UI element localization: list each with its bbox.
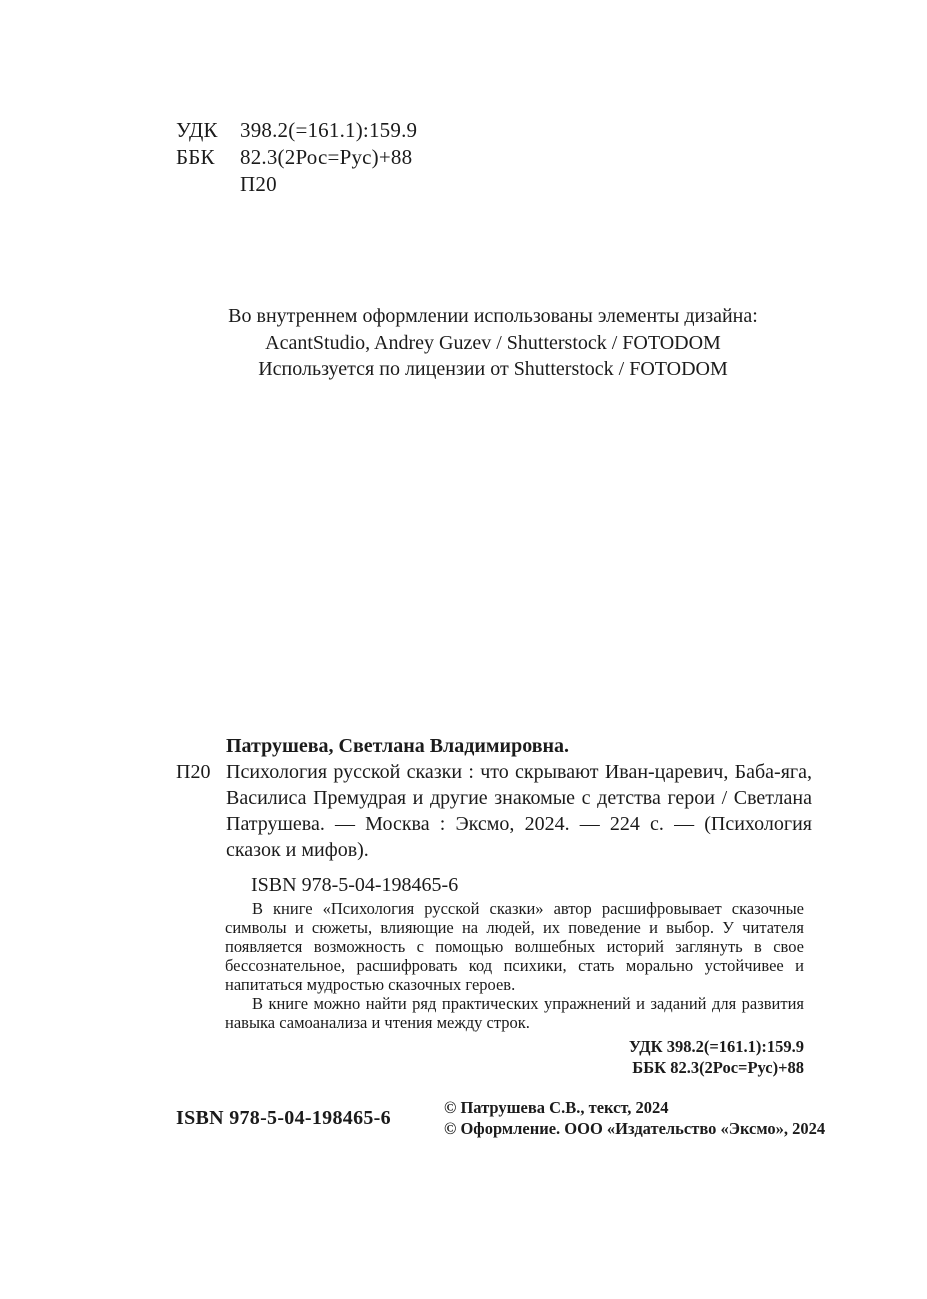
udk-label: УДК — [176, 118, 218, 142]
annotation-paragraph-2: В книге можно найти ряд практических упражнений и заданий для развития навыка самоанализа и чтения между строк. — [225, 994, 804, 1032]
bbk-row — [176, 144, 417, 171]
bbk-label: ББК — [176, 145, 215, 169]
author-sign-spacer — [176, 171, 240, 198]
bbk-value: 82.3(2Рос=Рус)+88 — [240, 145, 413, 169]
design-credits-line1: Во внутреннем оформлении использованы элементы дизайна: — [228, 305, 758, 327]
footer-copyright — [444, 1097, 825, 1139]
bottom-udk: УДК 398.2(=161.1):159.9 — [628, 1037, 804, 1056]
udk-value: 398.2(=161.1):159.9 — [240, 118, 418, 142]
catalog-body — [176, 759, 812, 863]
udk-row — [176, 117, 417, 144]
author-sign: П20 — [240, 172, 277, 196]
catalog-description: Психология русской сказки : что скрывают Иван-царевич, Баба-яга, Василиса Премудрая и другие знакомые с детства герои / Светлана Патрушева. — Москва : Эксмо, 2024. — 224 с. — (Психология сказок и мифов). — [226, 761, 812, 861]
design-credits-line3: Используется по лицензии от Shutterstock / FOTODOM — [258, 358, 728, 380]
annotation — [225, 899, 804, 1032]
bottom-classification-codes — [225, 1036, 804, 1078]
design-credits — [130, 303, 856, 383]
copyright-text-line: © Патрушева С.В., текст, 2024 — [444, 1098, 669, 1117]
author-sign-row — [176, 171, 417, 198]
catalog-author-heading: Патрушева, Светлана Владимировна. — [226, 735, 570, 757]
copyright-design-line: © Оформление. ООО «Издательство «Эксмо», 2024 — [444, 1119, 826, 1138]
design-credits-line2: AcantStudio, Andrey Guzev / Shutterstock / FOTODOM — [265, 331, 721, 354]
top-classification-codes — [176, 117, 417, 198]
footer-isbn: ISBN 978-5-04-198465-6 — [176, 1107, 391, 1129]
bottom-bbk: ББК 82.3(2Рос=Рус)+88 — [632, 1058, 804, 1077]
catalog-author-sign: П20 — [176, 761, 211, 783]
catalog-isbn: ISBN 978-5-04-198465-6 — [251, 874, 459, 896]
annotation-paragraph-1: В книге «Психология русской сказки» автор расшифровывает сказочные символы и сюжеты, влияющие на людей, их поведение и выбор. У читателя появляется возможность с помощью волшебных историй заглянуть в свое бессознательное, расшифровать код психики, стать морально устойчивее и напитаться мудростью сказочных героев. — [225, 899, 804, 994]
catalog-entry — [176, 733, 812, 898]
